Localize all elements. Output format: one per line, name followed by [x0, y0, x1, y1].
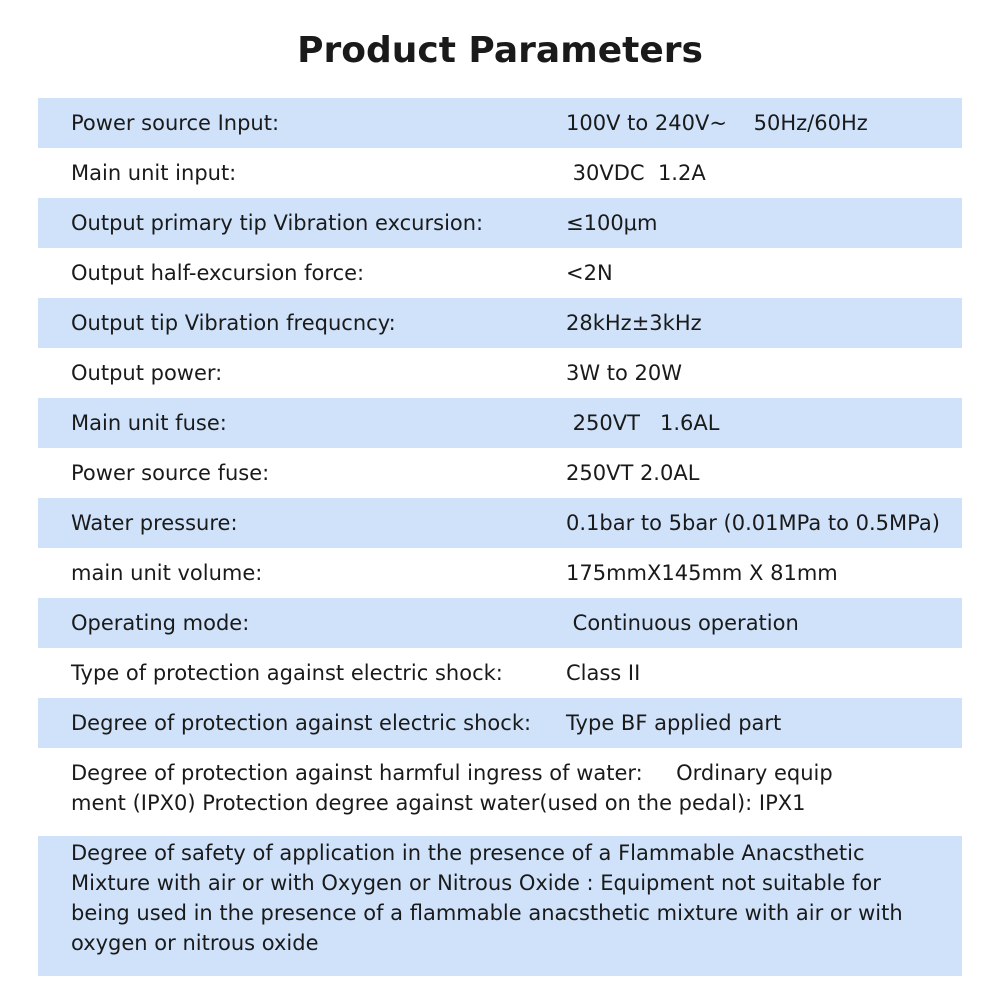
flammable-line-1: Degree of safety of application in the presence of a Flammable Anacsthetic: [71, 841, 865, 865]
row-label: Power source Input:: [71, 111, 280, 135]
row-label: Type of protection against electric shock:: [71, 661, 503, 685]
flammable-line-3: being used in the presence of a flammable anacsthetic mixture with air or with: [71, 901, 903, 925]
table-row-main-unit-fuse: [38, 398, 962, 448]
table-row-protection-degree: [38, 698, 962, 748]
table-row-power-source-input: [38, 98, 962, 148]
row-value: 30VDC 1.2A: [566, 161, 706, 185]
row-value: 100V to 240V~ 50Hz/60Hz: [566, 111, 868, 135]
table-row-flammable-safety: [38, 836, 962, 976]
row-value: 3W to 20W: [566, 361, 683, 385]
row-value: Continuous operation: [566, 611, 799, 635]
row-value: 0.1bar to 5bar (0.01MPa to 0.5MPa): [566, 511, 940, 535]
row-value: ≤100μm: [566, 211, 658, 235]
table-row-output-power: [38, 348, 962, 398]
row-value: Class II: [566, 661, 641, 685]
row-value: 175mmX145mm X 81mm: [566, 561, 838, 585]
table-row-main-unit-input: [38, 148, 962, 198]
table-row-water-pressure: [38, 498, 962, 548]
row-label: Main unit input:: [71, 161, 237, 185]
table-row-vibration-frequency: [38, 298, 962, 348]
table-row-protection-type: [38, 648, 962, 698]
water-ingress-line-1: Degree of protection against harmful ingress of water: Ordinary equip: [71, 761, 833, 785]
page-title: Product Parameters: [297, 30, 703, 71]
row-value: <2N: [566, 261, 613, 285]
row-label: Output primary tip Vibration excursion:: [71, 211, 484, 235]
table-row-operating-mode: [38, 598, 962, 648]
table-row-vibration-excursion: [38, 198, 962, 248]
row-label: Water pressure:: [71, 511, 238, 535]
row-value: 250VT 1.6AL: [566, 411, 720, 435]
row-label: main unit volume:: [71, 561, 263, 585]
row-value: 250VT 2.0AL: [566, 461, 700, 485]
row-label: Output tip Vibration frequcncy:: [71, 311, 396, 335]
flammable-line-4: oxygen or nitrous oxide: [71, 931, 319, 955]
row-value: Type BF applied part: [566, 711, 782, 735]
table-row-half-excursion-force: [38, 248, 962, 298]
table-row-power-source-fuse: [38, 448, 962, 498]
row-label: Operating mode:: [71, 611, 250, 635]
row-label: Power source fuse:: [71, 461, 270, 485]
row-value: 28kHz±3kHz: [566, 311, 702, 335]
flammable-safety-text: [71, 838, 931, 958]
flammable-line-2: Mixture with air or with Oxygen or Nitrous Oxide : Equipment not suitable for: [71, 871, 881, 895]
water-ingress-line-2: ment (IPX0) Protection degree against water(used on the pedal): IPX1: [71, 791, 806, 815]
row-label: Main unit fuse:: [71, 411, 227, 435]
row-label: Degree of protection against electric shock:: [71, 711, 532, 735]
parameters-table: [38, 98, 962, 976]
water-ingress-text: [71, 758, 931, 818]
table-row-main-unit-volume: [38, 548, 962, 598]
row-label: Output power:: [71, 361, 223, 385]
row-label: Output half-excursion force:: [71, 261, 365, 285]
table-row-water-ingress: [38, 748, 962, 836]
